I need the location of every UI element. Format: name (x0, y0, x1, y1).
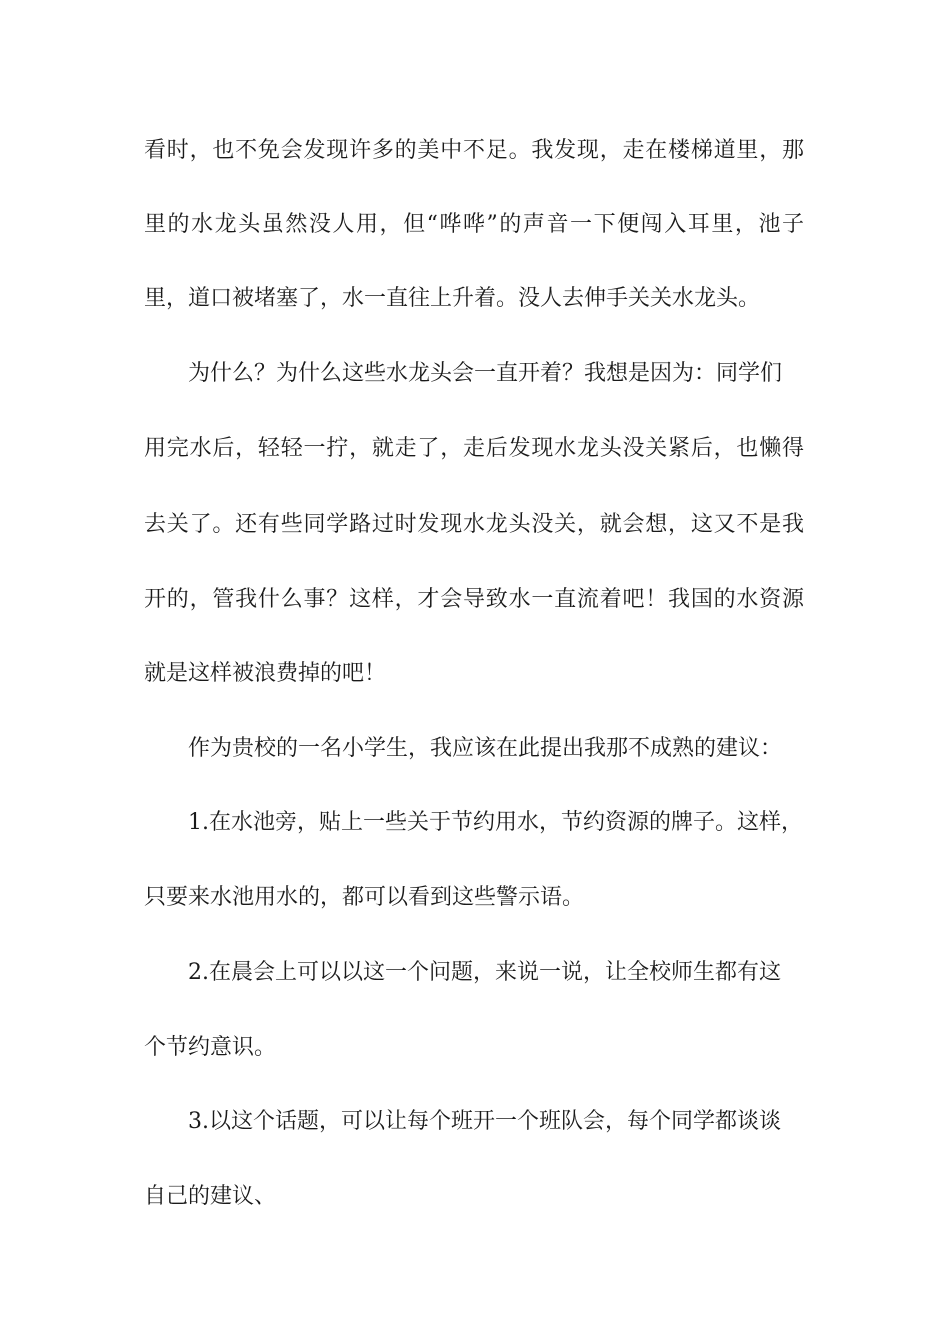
list-item-line: 自己的建议、 (144, 1184, 277, 1209)
paragraph-line: 看时，也不免会发现许多的美中不足。我发现，走在楼梯道里，那 (144, 138, 804, 163)
paragraph-line: 开的，管我什么事？这样，才会导致水一直流着吧！我国的水资源 (144, 587, 804, 612)
list-item-line: 只要来水池用水的，都可以看到这些警示语。 (144, 885, 585, 910)
paragraph-line: 去关了。还有些同学路过时发现水龙头没关，就会想，这又不是我 (144, 512, 804, 537)
list-item-line: 1.在水池旁，贴上一些关于节约用水，节约资源的牌子。这样， (188, 810, 803, 835)
list-item-line: 2.在晨会上可以以这一个问题，来说一说，让全校师生都有这 (188, 960, 781, 985)
list-item-line: 3.以这个话题，可以让每个班开一个班队会，每个同学都谈谈 (188, 1109, 781, 1134)
list-item-line: 个节约意识。 (144, 1035, 277, 1060)
paragraph-line: 作为贵校的一名小学生，我应该在此提出我那不成熟的建议： (188, 736, 783, 761)
paragraph-line: 里，道口被堵塞了，水一直往上升着。没人去伸手关关水龙头。 (144, 286, 761, 311)
paragraph-line: 用完水后，轻轻一拧，就走了，走后发现水龙头没关紧后，也懒得 (144, 436, 804, 461)
paragraph-line: 为什么？为什么这些水龙头会一直开着？我想是因为：同学们 (188, 361, 783, 386)
paragraph-line: 就是这样被浪费掉的吧！ (144, 661, 387, 686)
paragraph-line: 里的水龙头虽然没人用，但“哗哗”的声音一下便闯入耳里，池子 (144, 212, 804, 237)
